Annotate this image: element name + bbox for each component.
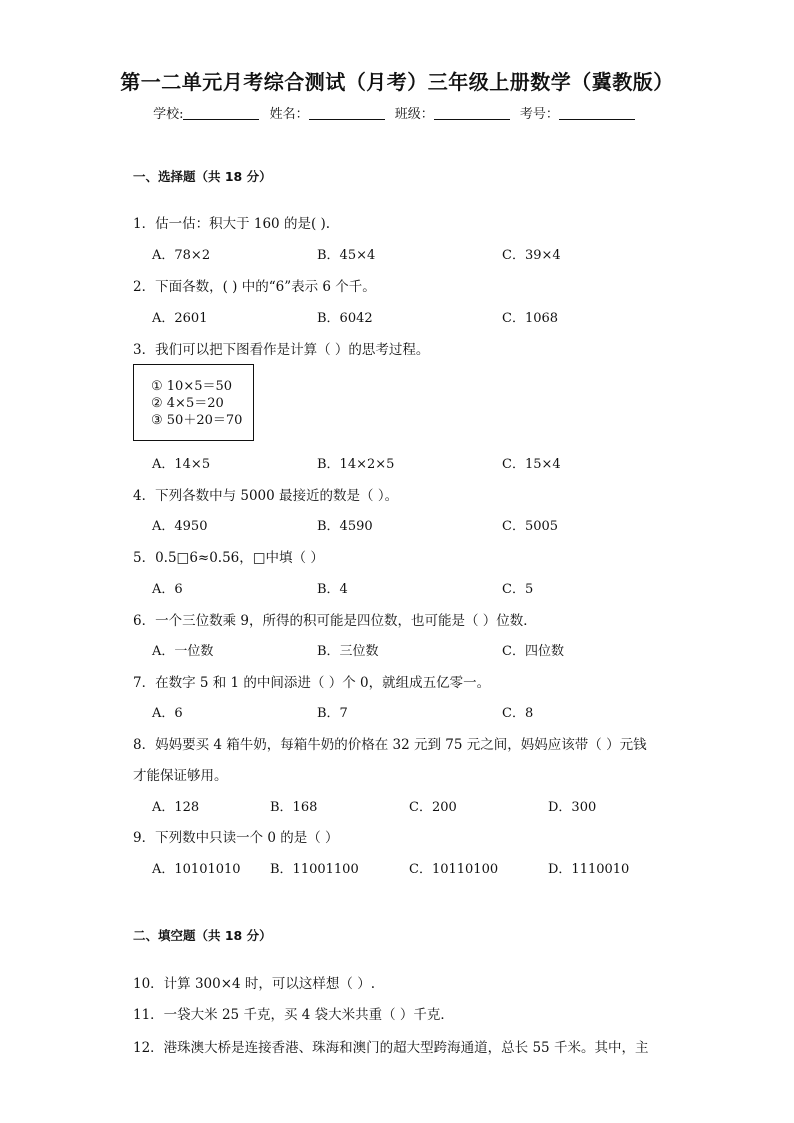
question-8-continued: 才能保证够用。: [133, 768, 228, 784]
option-b[interactable]: B．168: [270, 800, 318, 815]
question-4-options: [152, 515, 712, 533]
option-c[interactable]: C．39×4: [502, 248, 561, 263]
thinking-process-box: [133, 364, 254, 441]
option-c[interactable]: C．5005: [502, 519, 559, 534]
step-3: ③ 50＋20＝70: [151, 413, 243, 428]
exam-no-blank[interactable]: [559, 105, 635, 120]
option-a[interactable]: A．一位数: [152, 644, 214, 659]
question-6-options: [152, 640, 712, 658]
option-b[interactable]: B．6042: [317, 311, 373, 326]
option-b[interactable]: B．三位数: [317, 644, 379, 659]
option-c[interactable]: C．四位数: [502, 644, 564, 659]
question-5-options: [152, 578, 712, 596]
option-c[interactable]: C．5: [502, 582, 534, 597]
option-c[interactable]: C．1068: [502, 311, 559, 326]
question-9: 9．下列数中只读一个 0 的是（ ）: [133, 830, 339, 846]
option-c[interactable]: C．10110100: [409, 862, 499, 877]
option-b[interactable]: B．4: [317, 582, 348, 597]
question-8-options: [152, 796, 712, 814]
question-12: 12．港珠澳大桥是连接香港、珠海和澳门的超大型跨海通道，总长 55 千米。其中，主: [133, 1040, 649, 1056]
step-1: ① 10×5＝50: [151, 379, 233, 394]
option-a[interactable]: A．6: [152, 706, 183, 721]
option-d[interactable]: D．300: [548, 800, 597, 815]
question-1-options: [152, 244, 712, 262]
section-heading-fill: 二、填空题（共 18 分）: [133, 928, 272, 943]
question-11: 11．一袋大米 25 千克，买 4 袋大米共重（ ）千克．: [133, 1007, 454, 1023]
question-2-options: [152, 307, 712, 325]
option-b[interactable]: B．4590: [317, 519, 373, 534]
question-5: 5．0.5□6≈0.56，□中填（ ）: [133, 550, 324, 566]
option-c[interactable]: C．8: [502, 706, 534, 721]
question-7: 7．在数字 5 和 1 的中间添进（ ）个 0，就组成五亿零一。: [133, 675, 491, 691]
exam-no-label: 考号：: [519, 107, 559, 122]
option-d[interactable]: D．1110010: [548, 862, 630, 877]
class-blank[interactable]: [434, 105, 510, 120]
option-a[interactable]: A．2601: [152, 311, 208, 326]
student-info-line: [0, 103, 794, 122]
option-b[interactable]: B．7: [317, 706, 348, 721]
option-a[interactable]: A．128: [152, 800, 200, 815]
question-9-options: [152, 858, 712, 876]
name-blank[interactable]: [309, 105, 385, 120]
class-label: 班级：: [394, 107, 434, 122]
option-b[interactable]: B．14×2×5: [317, 457, 395, 472]
option-b[interactable]: B．11001100: [270, 862, 359, 877]
school-blank[interactable]: [183, 105, 259, 120]
question-4: 4．下列各数中与 5000 最接近的数是（ ）。: [133, 488, 399, 504]
page-title: 第一二单元月考综合测试（月考）三年级上册数学（冀教版）: [120, 70, 674, 94]
option-c[interactable]: C．200: [409, 800, 457, 815]
section-heading-choice: 一、选择题（共 18 分）: [133, 169, 272, 184]
option-c[interactable]: C．15×4: [502, 457, 561, 472]
question-1: 1．估一估：积大于 160 的是( ).: [133, 216, 331, 232]
question-6: 6．一个三位数乘 9，所得的积可能是四位数，也可能是（ ）位数．: [133, 613, 537, 629]
name-label: 姓名：: [269, 107, 309, 122]
option-a[interactable]: A．14×5: [152, 457, 211, 472]
question-3-options: [152, 453, 712, 471]
option-a[interactable]: A．78×2: [152, 248, 211, 263]
question-10: 10．计算 300×4 时，可以这样想（ ）.: [133, 976, 376, 992]
step-2: ② 4×5＝20: [151, 396, 224, 411]
question-7-options: [152, 702, 712, 720]
school-label: 学校:: [153, 107, 184, 122]
option-a[interactable]: A．6: [152, 582, 183, 597]
option-b[interactable]: B．45×4: [317, 248, 376, 263]
option-a[interactable]: A．10101010: [152, 862, 241, 877]
question-2: 2．下面各数，( ) 中的“6”表示 6 个千。: [133, 279, 376, 295]
option-a[interactable]: A．4950: [152, 519, 208, 534]
question-8: 8．妈妈要买 4 箱牛奶，每箱牛奶的价格在 32 元到 75 元之间，妈妈应该带（ ）元钱: [133, 737, 647, 753]
question-3: 3．我们可以把下图看作是计算（ ）的思考过程。: [133, 342, 430, 358]
